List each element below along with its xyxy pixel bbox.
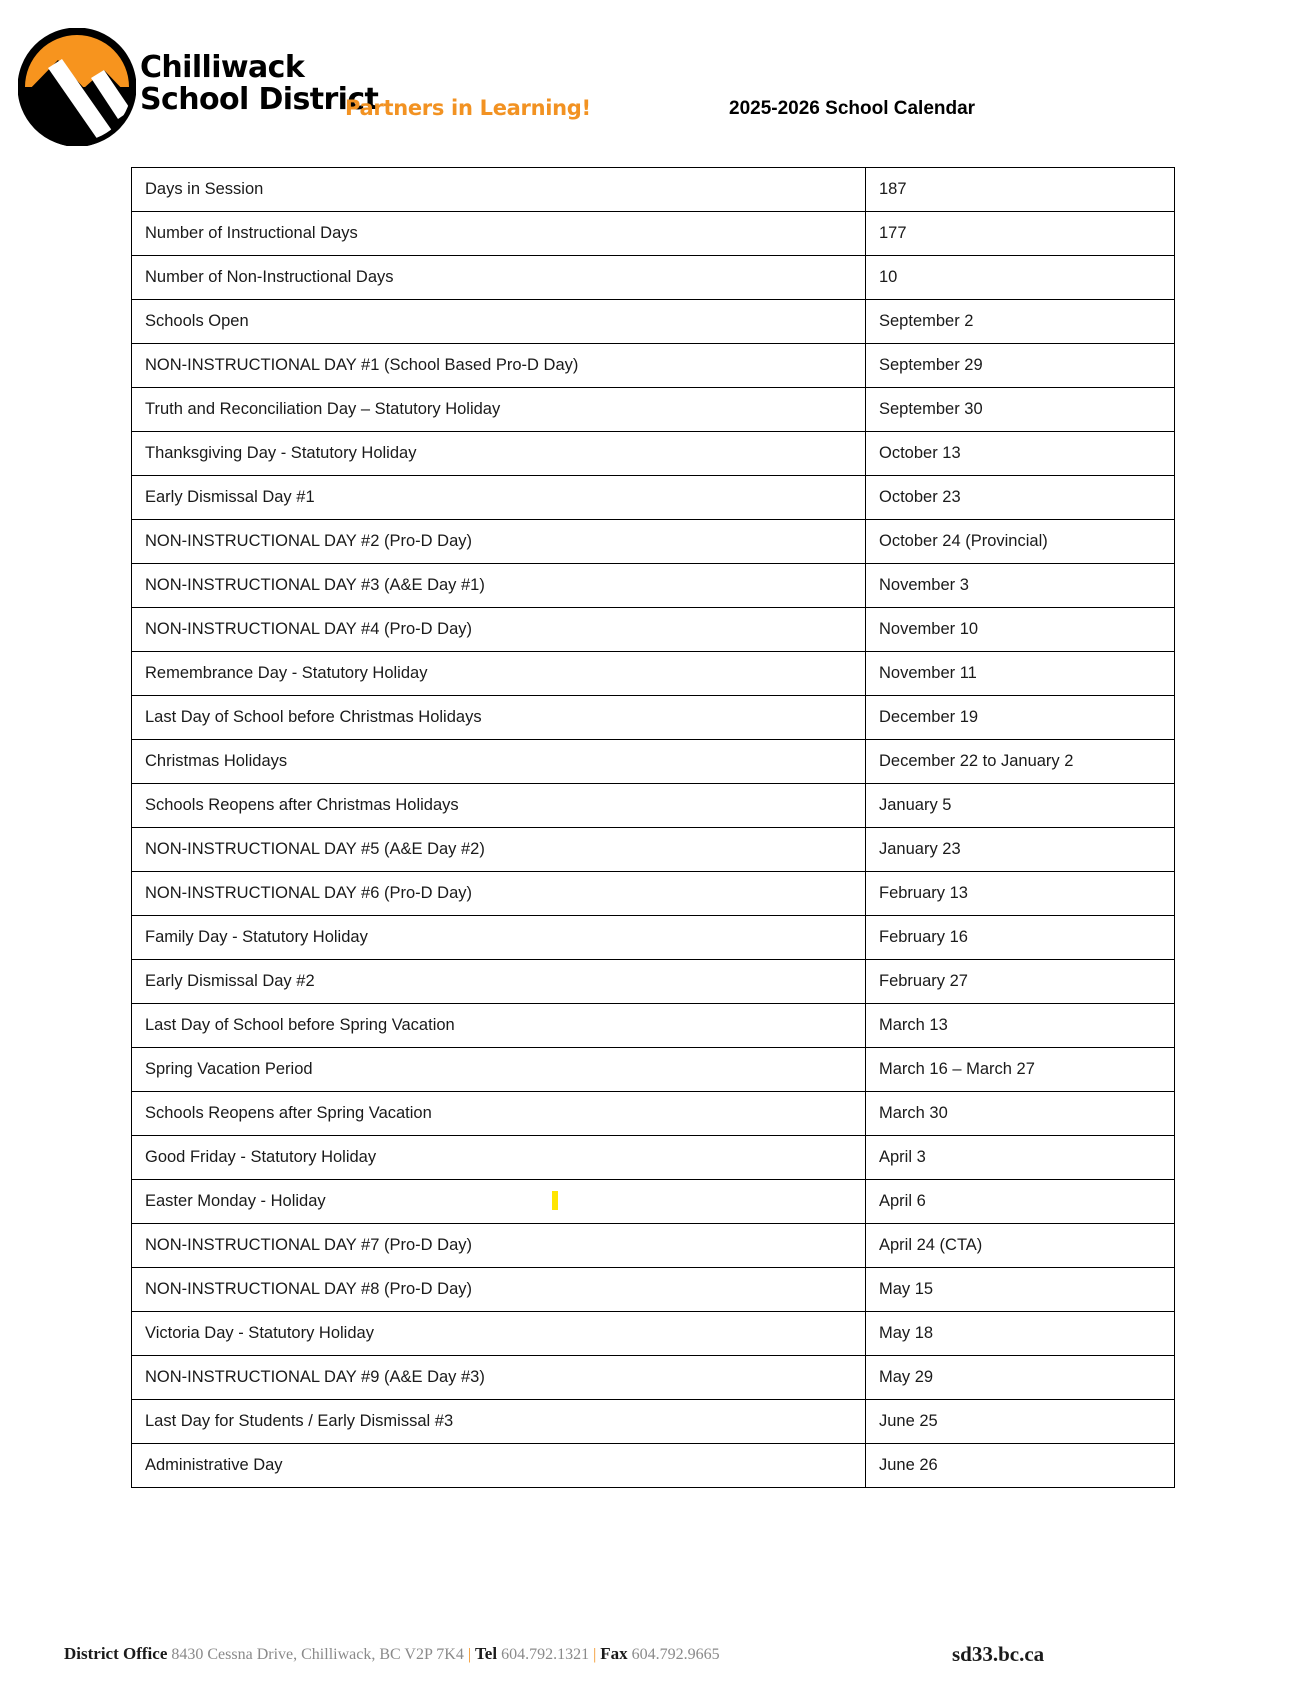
brand-name bbox=[140, 52, 378, 115]
date-cell: June 25 bbox=[866, 1400, 1175, 1444]
date-cell: May 29 bbox=[866, 1356, 1175, 1400]
table-row bbox=[132, 432, 1175, 476]
yellow-highlight-mark bbox=[552, 1191, 558, 1210]
date-cell: 187 bbox=[866, 168, 1175, 212]
table-row bbox=[132, 608, 1175, 652]
date-cell: February 16 bbox=[866, 916, 1175, 960]
date-cell: November 10 bbox=[866, 608, 1175, 652]
event-cell: Administrative Day bbox=[132, 1444, 866, 1488]
event-cell: Number of Non-Instructional Days bbox=[132, 256, 866, 300]
table-row bbox=[132, 1048, 1175, 1092]
district-logo bbox=[18, 28, 136, 146]
date-cell: December 19 bbox=[866, 696, 1175, 740]
table-row bbox=[132, 1004, 1175, 1048]
date-cell: October 23 bbox=[866, 476, 1175, 520]
date-cell: September 30 bbox=[866, 388, 1175, 432]
event-cell: Last Day of School before Christmas Holidays bbox=[132, 696, 866, 740]
table-row bbox=[132, 520, 1175, 564]
table-row bbox=[132, 476, 1175, 520]
date-cell: February 27 bbox=[866, 960, 1175, 1004]
event-cell: Number of Instructional Days bbox=[132, 212, 866, 256]
date-cell: November 11 bbox=[866, 652, 1175, 696]
date-cell: May 18 bbox=[866, 1312, 1175, 1356]
date-cell: January 23 bbox=[866, 828, 1175, 872]
school-calendar-table-wrap bbox=[131, 167, 1146, 1488]
footer-tel-number: 604.792.1321 bbox=[501, 1646, 590, 1663]
event-cell: Remembrance Day - Statutory Holiday bbox=[132, 652, 866, 696]
table-row bbox=[132, 300, 1175, 344]
date-cell: December 22 to January 2 bbox=[866, 740, 1175, 784]
date-cell: January 5 bbox=[866, 784, 1175, 828]
event-cell: NON-INSTRUCTIONAL DAY #8 (Pro-D Day) bbox=[132, 1268, 866, 1312]
table-row bbox=[132, 1356, 1175, 1400]
brand-line-2: School District bbox=[140, 81, 379, 117]
table-row bbox=[132, 564, 1175, 608]
date-cell: September 29 bbox=[866, 344, 1175, 388]
date-cell: June 26 bbox=[866, 1444, 1175, 1488]
table-row bbox=[132, 740, 1175, 784]
footer-separator-2: | bbox=[593, 1646, 597, 1663]
footer-address: 8430 Cessna Drive, Chilliwack, BC V2P 7K4 bbox=[171, 1646, 464, 1663]
event-cell: NON-INSTRUCTIONAL DAY #9 (A&E Day #3) bbox=[132, 1356, 866, 1400]
date-cell: March 30 bbox=[866, 1092, 1175, 1136]
date-cell: March 16 – March 27 bbox=[866, 1048, 1175, 1092]
event-cell: NON-INSTRUCTIONAL DAY #7 (Pro-D Day) bbox=[132, 1224, 866, 1268]
event-cell: NON-INSTRUCTIONAL DAY #3 (A&E Day #1) bbox=[132, 564, 866, 608]
date-cell: February 13 bbox=[866, 872, 1175, 916]
table-row bbox=[132, 960, 1175, 1004]
event-cell: Schools Reopens after Christmas Holidays bbox=[132, 784, 866, 828]
event-cell: Spring Vacation Period bbox=[132, 1048, 866, 1092]
table-row bbox=[132, 1268, 1175, 1312]
footer-office-label: District Office bbox=[64, 1644, 168, 1663]
event-cell: Days in Session bbox=[132, 168, 866, 212]
event-cell: NON-INSTRUCTIONAL DAY #1 (School Based Pro-D Day) bbox=[132, 344, 866, 388]
table-row bbox=[132, 828, 1175, 872]
chilliwack-mountain-sun-icon bbox=[18, 28, 136, 146]
table-row bbox=[132, 696, 1175, 740]
table-row bbox=[132, 1224, 1175, 1268]
table-row bbox=[132, 256, 1175, 300]
table-row bbox=[132, 1400, 1175, 1444]
event-cell: NON-INSTRUCTIONAL DAY #5 (A&E Day #2) bbox=[132, 828, 866, 872]
event-cell: NON-INSTRUCTIONAL DAY #2 (Pro-D Day) bbox=[132, 520, 866, 564]
school-calendar-table bbox=[131, 167, 1175, 1488]
table-row bbox=[132, 1444, 1175, 1488]
table-row bbox=[132, 168, 1175, 212]
date-cell: October 24 (Provincial) bbox=[866, 520, 1175, 564]
table-row bbox=[132, 872, 1175, 916]
footer-separator-1: | bbox=[467, 1646, 472, 1663]
date-cell: May 15 bbox=[866, 1268, 1175, 1312]
table-row bbox=[132, 784, 1175, 828]
event-cell: Easter Monday - Holiday bbox=[132, 1180, 866, 1224]
date-cell: April 6 bbox=[866, 1180, 1175, 1224]
table-row bbox=[132, 1312, 1175, 1356]
event-cell: Good Friday - Statutory Holiday bbox=[132, 1136, 866, 1180]
date-cell: November 3 bbox=[866, 564, 1175, 608]
event-cell: Last Day of School before Spring Vacation bbox=[132, 1004, 866, 1048]
table-row bbox=[132, 1092, 1175, 1136]
event-cell: Truth and Reconciliation Day – Statutory Holiday bbox=[132, 388, 866, 432]
footer-website: sd33.bc.ca bbox=[952, 1642, 1045, 1666]
date-cell: April 3 bbox=[866, 1136, 1175, 1180]
date-cell: 177 bbox=[866, 212, 1175, 256]
date-cell: 10 bbox=[866, 256, 1175, 300]
date-cell: April 24 (CTA) bbox=[866, 1224, 1175, 1268]
event-cell: Schools Open bbox=[132, 300, 866, 344]
event-cell: Last Day for Students / Early Dismissal #3 bbox=[132, 1400, 866, 1444]
brand-tagline: Partners in Learning! bbox=[345, 96, 591, 120]
event-cell: Early Dismissal Day #1 bbox=[132, 476, 866, 520]
table-row bbox=[132, 652, 1175, 696]
table-row bbox=[132, 1136, 1175, 1180]
table-row bbox=[132, 916, 1175, 960]
page-title: 2025-2026 School Calendar bbox=[729, 98, 976, 119]
event-cell: Thanksgiving Day - Statutory Holiday bbox=[132, 432, 866, 476]
page-footer bbox=[0, 1638, 1313, 1691]
event-cell: Early Dismissal Day #2 bbox=[132, 960, 866, 1004]
event-cell: Family Day - Statutory Holiday bbox=[132, 916, 866, 960]
event-cell: NON-INSTRUCTIONAL DAY #4 (Pro-D Day) bbox=[132, 608, 866, 652]
event-cell: Victoria Day - Statutory Holiday bbox=[132, 1312, 866, 1356]
table-row bbox=[132, 388, 1175, 432]
date-cell: September 2 bbox=[866, 300, 1175, 344]
page-header bbox=[0, 0, 1313, 160]
date-cell: March 13 bbox=[866, 1004, 1175, 1048]
table-row bbox=[132, 212, 1175, 256]
event-cell: Christmas Holidays bbox=[132, 740, 866, 784]
footer-contact-line bbox=[64, 1644, 720, 1664]
table-row bbox=[132, 344, 1175, 388]
date-cell: October 13 bbox=[866, 432, 1175, 476]
event-cell: Schools Reopens after Spring Vacation bbox=[132, 1092, 866, 1136]
event-cell: NON-INSTRUCTIONAL DAY #6 (Pro-D Day) bbox=[132, 872, 866, 916]
brand-line-1: Chilliwack bbox=[140, 50, 305, 85]
footer-tel-label: Tel bbox=[475, 1644, 498, 1663]
footer-fax-number: 604.792.9665 bbox=[631, 1646, 720, 1663]
table-row bbox=[132, 1180, 1175, 1224]
footer-fax-label: Fax bbox=[600, 1644, 628, 1663]
